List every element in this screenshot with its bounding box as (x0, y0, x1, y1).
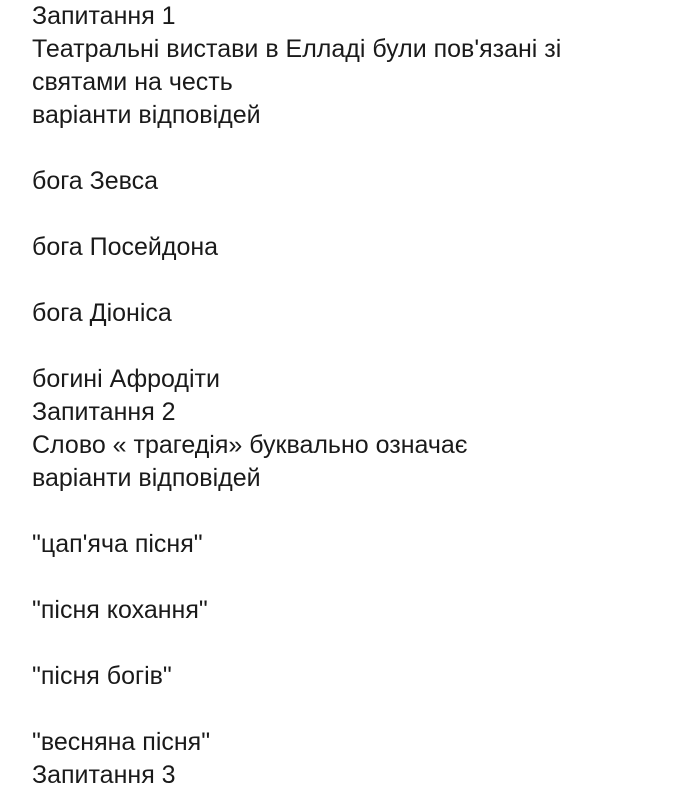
question-1-option-a[interactable]: бога Зевса (32, 167, 159, 195)
spacer (32, 561, 662, 594)
question-1-text: Театральні вистави в Елладі були пов'язані зі святами на честь (32, 35, 562, 96)
question-1-options-label: варіанти відповідей (32, 101, 261, 129)
spacer (32, 264, 662, 297)
question-2-text: Слово « трагедія» буквально означає (32, 431, 468, 459)
question-2-option-a[interactable]: "цап'яча пісня" (32, 530, 203, 558)
quiz-document (32, 0, 662, 792)
question-1-option-d[interactable]: богині Афродіти (32, 365, 220, 393)
question-1-option-b[interactable]: бога Посейдона (32, 233, 219, 261)
spacer (32, 330, 662, 363)
spacer (32, 198, 662, 231)
question-1-heading: Запитання 1 (32, 2, 176, 30)
question-2-option-b[interactable]: "пісня кохання" (32, 596, 208, 624)
question-1-option-c[interactable]: бога Діоніса (32, 299, 172, 327)
spacer (32, 627, 662, 660)
question-2-heading: Запитання 2 (32, 398, 176, 426)
question-2-option-c[interactable]: "пісня богів" (32, 662, 172, 690)
spacer (32, 693, 662, 726)
question-2-option-d[interactable]: "весняна пісня" (32, 728, 211, 756)
question-2-options-label: варіанти відповідей (32, 464, 261, 492)
question-3-heading: Запитання 3 (32, 761, 176, 789)
spacer (32, 495, 662, 528)
spacer (32, 132, 662, 165)
